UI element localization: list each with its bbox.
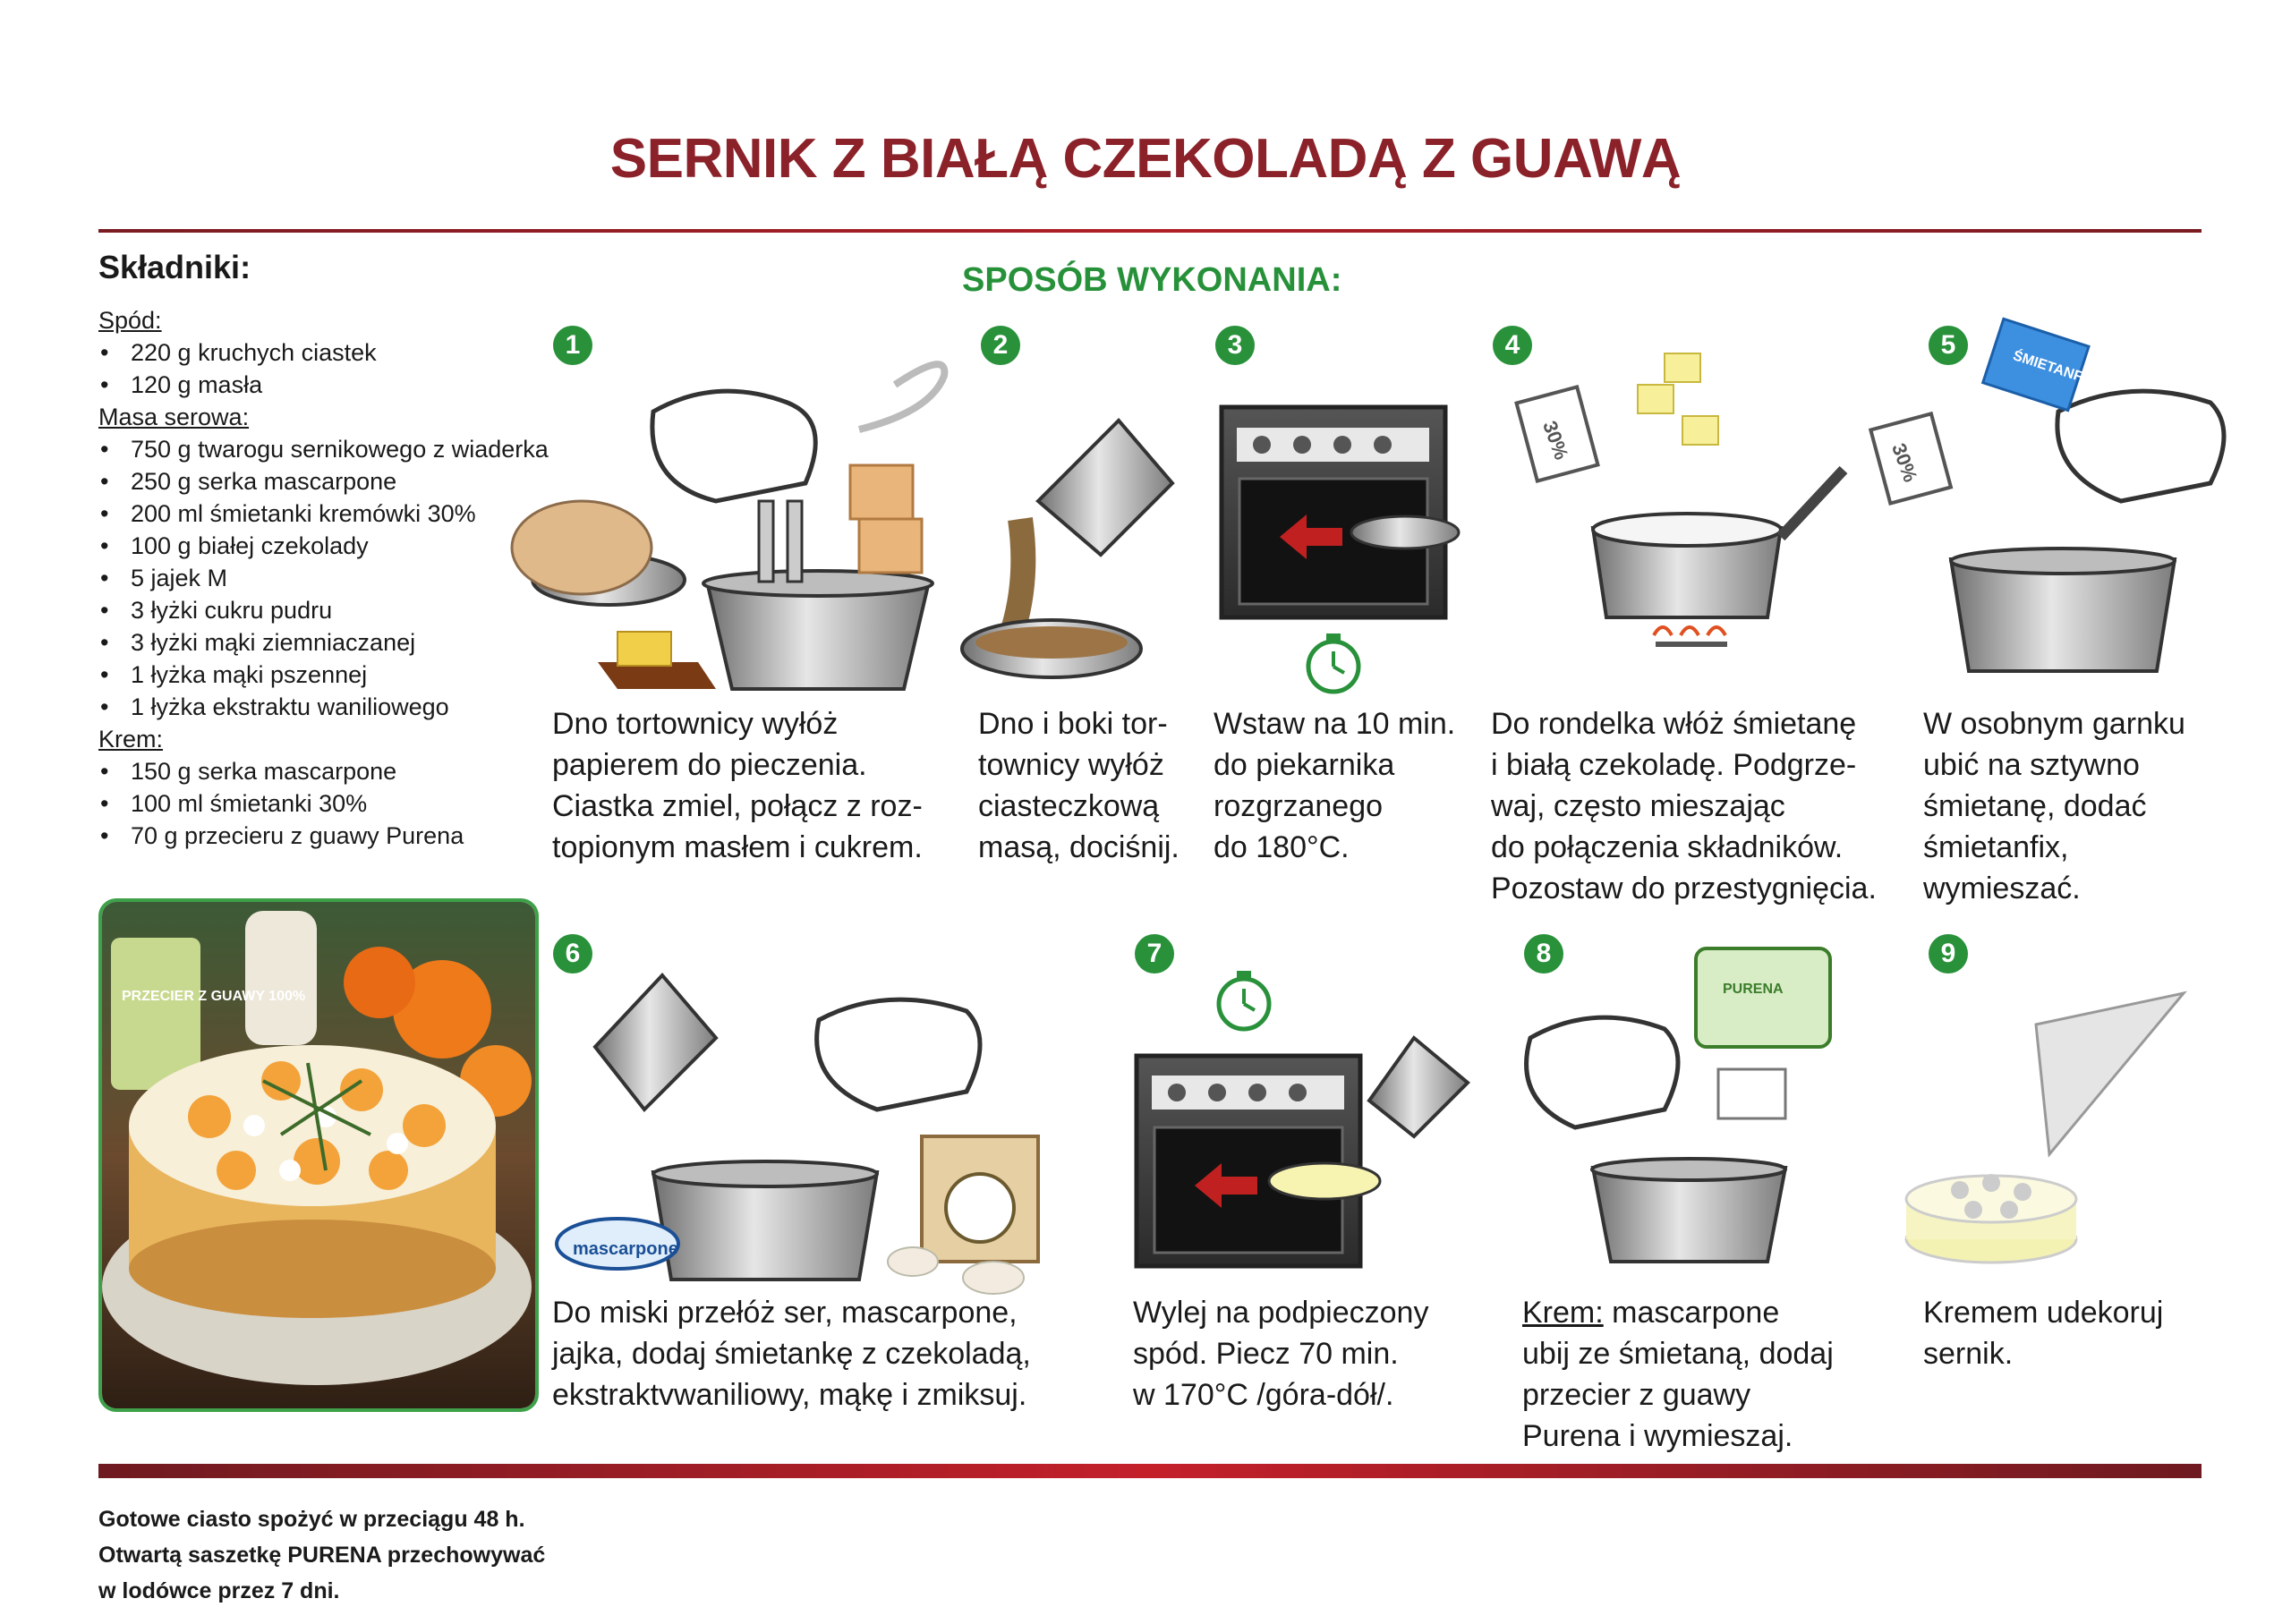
percent-label: 30% [1887, 440, 1922, 485]
step-6-text [552, 1292, 1031, 1416]
text-line: Dno i boki tor- [978, 707, 1168, 741]
text-line: do 180°C. [1214, 830, 1350, 864]
text-line: Otwartą saszetkę PURENA przechowywać [98, 1543, 546, 1568]
butter-icon [598, 632, 716, 689]
step-badge-1: 1 [553, 326, 592, 365]
list-item: • 120 g masła [131, 369, 600, 401]
cake-illustration [102, 902, 535, 1408]
text-line: W osobnym garnku [1923, 707, 2185, 741]
timer-icon [1308, 633, 1358, 692]
text-line: jajka, dodaj śmietankę z czekoladą, [552, 1337, 1031, 1371]
section-label: Krem: [98, 726, 164, 752]
text-line: śmietanfix, [1923, 830, 2069, 864]
text-line: do piekarnika [1214, 748, 1395, 782]
list-item: • 5 jajek M [131, 562, 600, 594]
list-item: • 70 g przecieru z guawy Purena [131, 820, 600, 852]
list-item: • 100 ml śmietanki 30% [131, 787, 600, 820]
list-item: • 220 g kruchych ciastek [131, 336, 600, 369]
text-line [1522, 1292, 1834, 1333]
list-item: • 250 g serka mascarpone [131, 465, 600, 497]
step-2-text [978, 703, 1180, 868]
ingredients-heading: Składniki: [98, 249, 251, 285]
purena-label: PURENA [1723, 982, 1784, 997]
step-5-text [1923, 703, 2185, 909]
oven-icon [1137, 1038, 1468, 1266]
text-line: wymieszać. [1923, 872, 2081, 906]
text-line: rozgrzanego [1214, 789, 1384, 823]
text-line: w lodówce przez 7 dni. [98, 1578, 340, 1603]
timer-icon [1219, 971, 1269, 1029]
list-item: • 200 ml śmietanki kremówki 30% [131, 497, 600, 530]
text-line: ciasteczkową [978, 789, 1160, 823]
text-line: sernik. [1923, 1337, 2014, 1371]
orange [344, 947, 415, 1018]
text-line: Wylej na podpieczony [1133, 1296, 1429, 1330]
text-line: Wstaw na 10 min. [1214, 707, 1456, 741]
page-title: SERNIK Z BIAŁĄ CZEKOLADĄ Z GUAWĄ [609, 128, 1682, 190]
list-item: • 1 łyżka ekstraktu waniliowego [131, 691, 600, 723]
step-badge-7: 7 [1135, 934, 1174, 974]
text-fragment: mascarpone [1603, 1296, 1780, 1330]
step-badge-5: 5 [1929, 326, 1968, 365]
text-line: w 170°C /góra-dół/. [1133, 1378, 1394, 1412]
section-label: Masa serowa: [98, 404, 250, 430]
list-item: • 150 g serka mascarpone [131, 755, 600, 787]
text-line: Dno tortownicy wyłóż [552, 707, 839, 741]
list-item: • 3 łyżki cukru pudru [131, 594, 600, 626]
text-line: papierem do pieczenia. [552, 748, 867, 782]
text-line: Do rondelka włóż śmietanę [1491, 707, 1857, 741]
step-4-text [1491, 703, 1877, 909]
text-line: waj, często mieszając [1491, 789, 1785, 823]
text-line: Pozostaw do przestygnięcia. [1491, 872, 1877, 906]
text-line: przecier z guawy [1522, 1378, 1751, 1412]
oven-icon [1222, 407, 1459, 617]
text-line: Do miski przełóż ser, mascarpone, [552, 1296, 1018, 1330]
text-line: topionym masłem i cukrem. [552, 830, 923, 864]
pouch-text: PRZECIER Z GUAWY 100% [122, 989, 306, 1004]
vase [245, 911, 317, 1045]
text-line: ubij ze śmietaną, dodaj [1522, 1337, 1834, 1371]
text-line: śmietanę, dodać [1923, 789, 2147, 823]
cake-photo [98, 898, 539, 1412]
list-item: • 3 łyżki mąki ziemniaczanej [131, 626, 600, 659]
mascarpone-label: mascarpone [573, 1239, 678, 1259]
cracker-icon [850, 364, 944, 573]
step-9-text [1923, 1292, 2163, 1374]
text-line: i białą czekoladę. Podgrze- [1491, 748, 1857, 782]
bottom-divider [98, 1464, 2202, 1478]
step-badge-8: 8 [1524, 934, 1563, 974]
step-badge-2: 2 [981, 326, 1020, 365]
pour-crumbs-illustration [962, 421, 1172, 677]
text-line: ekstraktvwaniliowy, mąkę i zmiksuj. [552, 1378, 1027, 1412]
step-8-text [1522, 1292, 1834, 1457]
list-item: • 750 g twarogu sernikowego z wiaderka [131, 433, 600, 465]
text-line: ubić na sztywno [1923, 748, 2140, 782]
storage-note [98, 1501, 617, 1609]
step-badge-9: 9 [1929, 934, 1968, 974]
step-badge-4: 4 [1493, 326, 1532, 365]
percent-label: 30% [1538, 418, 1573, 463]
saucepan-illustration [1517, 353, 1844, 644]
text-line: do połączenia składników. [1491, 830, 1844, 864]
list-item: • 100 g białej czekolady [131, 530, 600, 562]
step-3-text [1214, 703, 1455, 868]
text-line: spód. Piecz 70 min. [1133, 1337, 1399, 1371]
step-badge-3: 3 [1215, 326, 1255, 365]
step-badge-6: 6 [553, 934, 592, 974]
text-line: Ciastka zmiel, połącz z roz- [552, 789, 923, 823]
method-heading: SPOSÓB WYKONANIA: [962, 261, 1342, 299]
step-7-text [1133, 1292, 1428, 1416]
krem-label: Krem: [1522, 1296, 1604, 1330]
cake-tin-illustration [512, 501, 685, 605]
list-item: • 1 łyżka mąki pszennej [131, 659, 600, 691]
piping-bag-icon [1906, 993, 2184, 1263]
text-line: masą, dociśnij. [978, 830, 1180, 864]
smietanfix-label: ŚMIETANFIX [2011, 348, 2098, 389]
text-line: Kremem udekoruj [1923, 1296, 2164, 1330]
text-line: townicy wyłóż [978, 748, 1164, 782]
text-line: Gotowe ciasto spożyć w przeciągu 48 h. [98, 1507, 525, 1532]
step-1-text [552, 703, 923, 868]
cream-mixing-illustration [1527, 948, 1830, 1262]
section-label: Spód: [98, 307, 162, 334]
text-line: Purena i wymieszaj. [1522, 1419, 1793, 1453]
